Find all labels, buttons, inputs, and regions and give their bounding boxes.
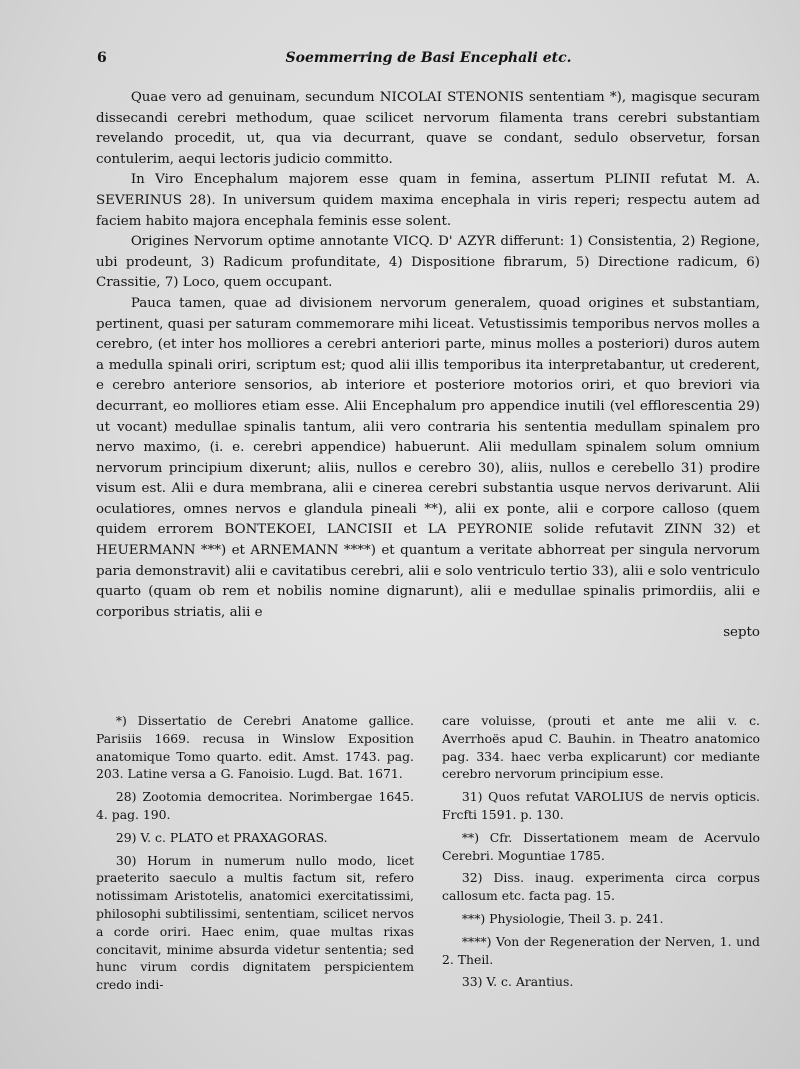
footnote: 32) Diss. inaug. experimenta circa corpus callosum etc. facta pag. 15. (442, 870, 760, 904)
paragraph: Pauca tamen, quae ad divisionem nervorum generalem, quoad origines et substantiam, pertinent, quasi per saturam commemorare mihi liceat. Vetustissimis temporibus nervos molles a cerebro, (et inter hos molliores a cerebri anteriori parte, minus molles a posteriori) duros autem a medulla spinali oriri, scriptum est; quod alii illis temporibus ita interpretabantur, ut crederent, e cerebro anteriore sensorios, ab interiore et posteriore motorios oriri, et quo breviori via decurrant, eo molliores etiam esse. Alii Encephalum pro appendice inutili (vel efflorescentia 29) ut vocant) medullae spinalis tantum, alii vero contraria his sententia medullam spinalem pro nervo maximo, (i. e. cerebri appendice) habuerunt. Alii medullam spinalem solum omnium nervorum principium dixerunt; aliis, nullos e cerebro 30), aliis, nullos e cerebello 31) prodire visum est. Alii e dura membrana, alii e cinerea cerebri substantia usque nervos derivarunt. Alii oculatiores, omnes nervos e glandula pineali **), alii ex ponte, alii e corpore calloso (quem quidem errorem BONTEKOEI, LANCISII et LA PEYRONIE solide refutavit ZINN 32) et HEUERMANN ***) et ARNEMANN ****) et quantum a veritate abhorreat per singula nervorum paria demonstravit) alii e cavitatibus cerebri, alii e solo ventriculo tertio 33), alii e solo ventriculo quarto (quam ob rem et nobilis nomine dignarunt), alii e medullae spinalis primordiis, alii e corporibus striatis, alii e (96, 295, 760, 620)
main-text (96, 88, 760, 644)
footnote: 28) Zootomia democritea. Norimbergae 1645. 4. pag. 190. (96, 789, 414, 822)
footnote: 30) Horum in numerum nullo modo, licet praeterito saeculo a multis factum sit, refero notissimam Aristotelis, anatomici exercitatissimi, philosophi subtilissimi, sententiam, scilicet nervos a corde oriri. Haec enim, quae multas rixas concitavit, minime absurda videtur sententia; sed hunc virum cordis dignitatem perspicientem credo indi- (96, 852, 414, 993)
footnotes (96, 712, 760, 999)
catchword: septo (723, 625, 760, 641)
paragraph: In Viro Encephalum majorem esse quam in femina, assertum PLINII refutat M. A. SEVERINUS 28). In universum quidem maxima encephala in viris reperi; respectu autem ad faciem habito majora encephala feminis esse solent. (96, 172, 760, 229)
paragraph: Origines Nervorum optime annotante VICQ. D' AZYR differunt: 1) Consistentia, 2) Regione, ubi prodeunt, 3) Radicum profunditate, 4) Dispositione fibrarum, 5) Directione radicum, 6) Crassitie, 7) Loco, quem occupant. (96, 234, 760, 291)
footnote: ****) Von der Regeneration der Nerven, 1. und 2. Theil. (442, 933, 760, 967)
footnote-column-right (442, 712, 760, 999)
footnote: 33) V. c. Arantius. (461, 974, 574, 990)
footnote-continuation: care voluisse, (prouti et ante me alii v. c. Averrhoës apud C. Bauhin. in Theatro anatomico pag. 334. haec verba explicarunt) cor mediante cerebro nervorum principium esse. (442, 713, 760, 782)
page-header (97, 50, 760, 74)
footnote: 29) V. c. PLATO et PRAXAGORAS. (115, 829, 328, 845)
paragraph: Quae vero ad genuinam, secundum NICOLAI STENONIS sententiam *), magisque securam dissecandi cerebri methodum, quae scilicet nervorum filamenta trans cerebri substantiam revelando procedit, ut, qua via decurrant, quave se condant, sedulo observetur, forsan contulerim, aequi lectoris judicio committo. (96, 90, 760, 167)
footnote: ***) Physiologie, Theil 3. p. 241. (461, 910, 664, 926)
footnote: *) Dissertatio de Cerebri Anatome gallice. Parisiis 1669. recusa in Winslow Exposition anatomique Tomo quarto. edit. Amst. 1743. pag. 203. Latine versa a G. Fanoisio. Lugd. Bat. 1671. (96, 713, 414, 782)
footnote: **) Cfr. Dissertationem meam de Acervulo Cerebri. Moguntiae 1785. (442, 829, 760, 863)
running-title: Soemmerring de Basi Encephali etc. (285, 50, 572, 66)
page-number: 6 (97, 50, 107, 66)
footnote: 31) Quos refutat VAROLIUS de nervis opticis. Frcfti 1591. p. 130. (442, 789, 760, 822)
footnote-column-left (96, 712, 414, 999)
